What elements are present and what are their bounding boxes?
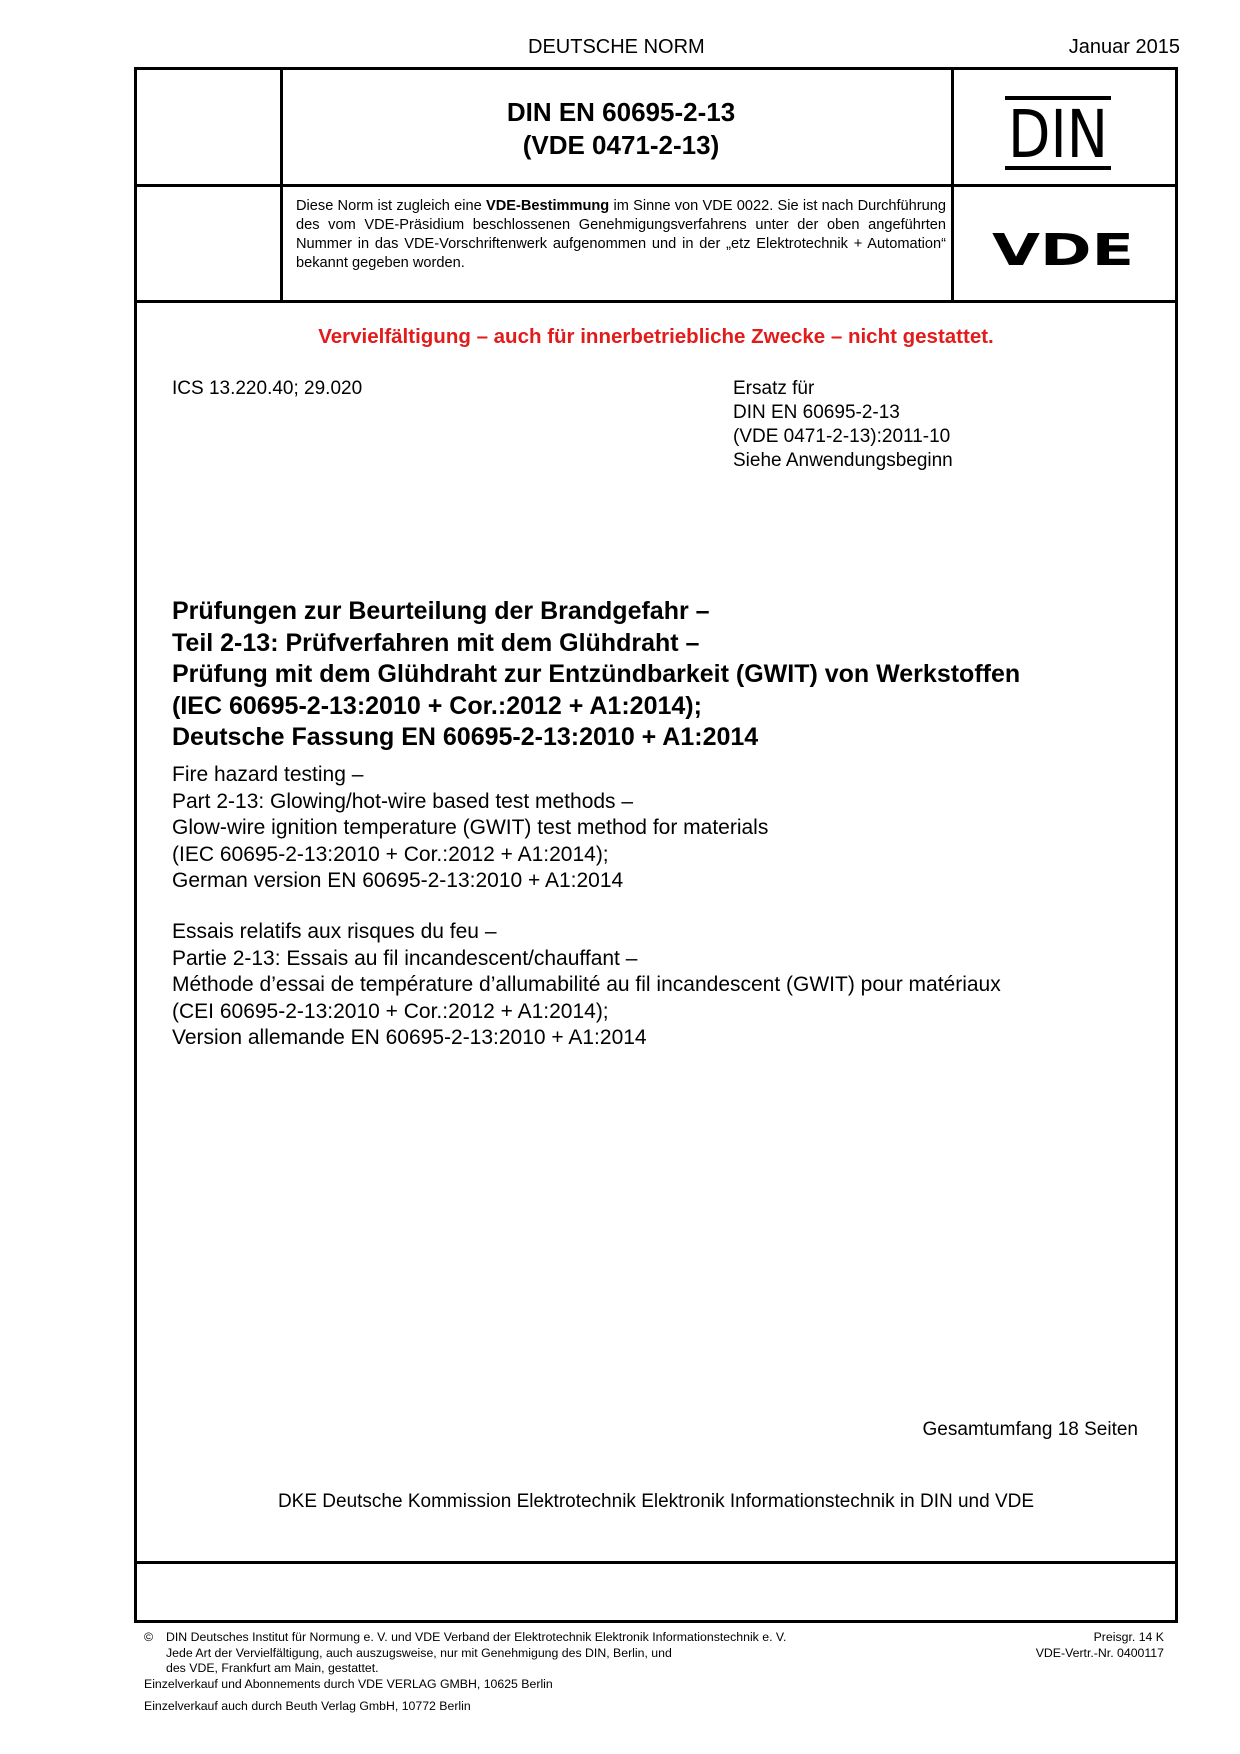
document-number-vde: (VDE 0471-2-13) bbox=[522, 130, 720, 160]
title-line: Fire hazard testing – bbox=[172, 763, 364, 786]
title-line: Prüfungen zur Beurteilung der Brandgefahr – bbox=[172, 597, 710, 625]
header-left-divider bbox=[280, 67, 283, 303]
title-german bbox=[172, 596, 1020, 754]
din-logo-text: DIN bbox=[1008, 96, 1108, 173]
din-logo bbox=[1005, 96, 1111, 173]
title-line: German version EN 60695-2-13:2010 + A1:2014 bbox=[172, 869, 624, 892]
replacement-line: DIN EN 60695-2-13 bbox=[733, 402, 900, 423]
copyright-notice bbox=[166, 1630, 786, 1677]
copyright-line: DIN Deutsches Institut für Normung e. V. und VDE Verband der Elektrotechnik Elektronik Informationstechnik e. V. bbox=[166, 1630, 787, 1644]
title-line: (IEC 60695-2-13:2010 + Cor.:2012 + A1:2014); bbox=[172, 691, 702, 720]
header-bottom-divider bbox=[134, 300, 1178, 303]
title-line: Teil 2-13: Prüfverfahren mit dem Glühdraht – bbox=[172, 628, 700, 657]
sales-line: Einzelverkauf auch durch Beuth Verlag GmbH, 10772 Berlin bbox=[144, 1698, 471, 1713]
sales-info bbox=[144, 1677, 553, 1714]
title-line: Essais relatifs aux risques du feu – bbox=[172, 920, 497, 943]
replacement-line: Siehe Anwendungsbeginn bbox=[733, 450, 953, 471]
document-number-din: DIN EN 60695-2-13 bbox=[506, 97, 736, 127]
title-line: (IEC 60695-2-13:2010 + Cor.:2012 + A1:2014); bbox=[172, 842, 609, 866]
replacement-line: Ersatz für bbox=[733, 378, 815, 399]
price-info bbox=[1036, 1630, 1164, 1661]
copyright-line: des VDE, Frankfurt am Main, gestattet. bbox=[166, 1661, 379, 1675]
title-line: Version allemande EN 60695-2-13:2010 + A1:2014 bbox=[172, 1026, 647, 1049]
document-number bbox=[285, 96, 957, 162]
vde-notice bbox=[296, 197, 946, 273]
norm-type-label: DEUTSCHE NORM bbox=[528, 36, 705, 58]
reproduction-warning: Vervielfältigung – auch für innerbetriebliche Zwecke – nicht gestattet. bbox=[318, 325, 994, 348]
ics-code: ICS 13.220.40; 29.020 bbox=[172, 378, 363, 399]
vde-logo bbox=[990, 225, 1136, 276]
price-group: Preisgr. 14 K bbox=[1093, 1630, 1164, 1644]
title-line: Méthode d’essai de température d’allumabilité au fil incandescent (GWIT) pour matériaux bbox=[172, 973, 1001, 996]
title-line: Part 2-13: Glowing/hot-wire based test methods – bbox=[172, 789, 634, 813]
title-english bbox=[172, 762, 768, 895]
vde-notice-text-rest: im Sinne von VDE 0022. Sie ist nach Durchführung des vom VDE-Präsidium beschlossenen Genehmigungsverfahrens unter der oben angeführten Nummer in das VDE-Vorschriftenwerk aufgenommen und in der „etz Elektrotechnik + Automation“ bekannt gegeben worden. bbox=[296, 198, 946, 271]
title-line: (CEI 60695-2-13:2010 + Cor.:2012 + A1:2014); bbox=[172, 999, 609, 1023]
sales-line: Einzelverkauf und Abonnements durch VDE VERLAG GMBH, 10625 Berlin bbox=[144, 1677, 553, 1691]
copyright-line: Jede Art der Vervielfältigung, auch auszugsweise, nur mit Genehmigung des DIN, Berlin, und bbox=[166, 1645, 672, 1660]
vde-notice-emphasis: VDE-Bestimmung bbox=[485, 198, 610, 214]
publication-date: Januar 2015 bbox=[1068, 36, 1180, 58]
vde-order-number: VDE-Vertr.-Nr. 0400117 bbox=[1035, 1645, 1164, 1660]
replacement-info bbox=[733, 377, 953, 473]
vde-logo-text: VDE bbox=[992, 225, 1134, 276]
vde-notice-text: Diese Norm ist zugleich eine bbox=[296, 198, 486, 214]
replacement-line: (VDE 0471-2-13):2011-10 bbox=[733, 426, 951, 447]
committee-name: DKE Deutsche Kommission Elektrotechnik Elektronik Informationstechnik in DIN und VDE bbox=[277, 1491, 1035, 1512]
title-line: Glow-wire ignition temperature (GWIT) test method for materials bbox=[172, 816, 769, 839]
title-line: Prüfung mit dem Glühdraht zur Entzündbarkeit (GWIT) von Werkstoffen bbox=[172, 660, 1021, 688]
title-french bbox=[172, 919, 1001, 1052]
copyright-symbol: © bbox=[144, 1630, 154, 1644]
total-pages: Gesamtumfang 18 Seiten bbox=[922, 1419, 1138, 1440]
title-line: Partie 2-13: Essais au fil incandescent/chauffant – bbox=[172, 946, 638, 970]
title-line: Deutsche Fassung EN 60695-2-13:2010 + A1:2014 bbox=[172, 723, 759, 751]
footer-divider bbox=[134, 1561, 1178, 1564]
header-divider bbox=[134, 184, 1178, 187]
